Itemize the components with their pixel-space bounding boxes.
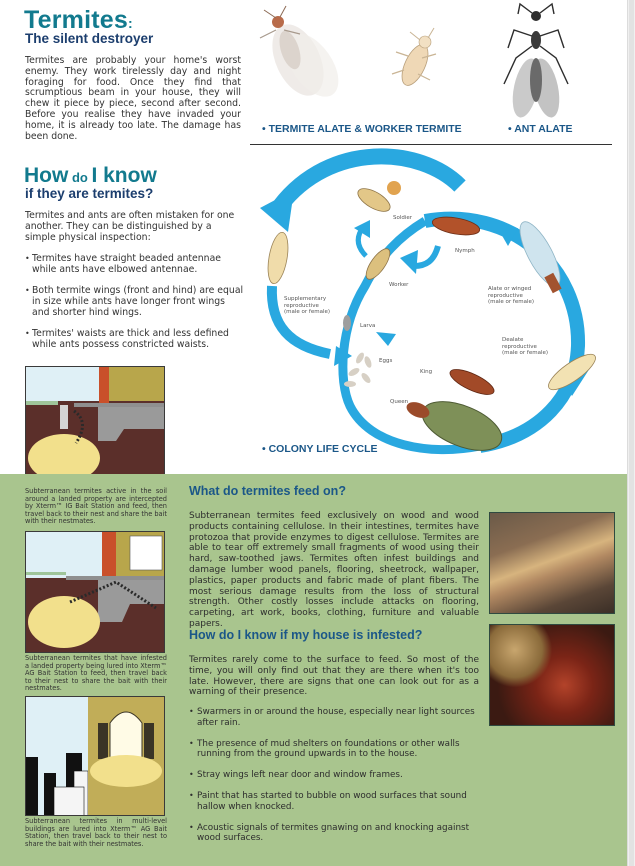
termite-infestation-photo	[489, 624, 615, 726]
identify-intro: Termites and ants are often mistaken for one another. They can be distinguished by a simple physical inspection:	[25, 210, 235, 243]
identify-subheading: if they are termites?	[25, 186, 154, 201]
infestation-signs-list	[189, 707, 489, 854]
king-termite-icon	[447, 365, 497, 400]
ant-alate-icon	[504, 4, 568, 120]
infestation-sign: • Swarmers in or around the house, especially near light sources after rain.	[189, 707, 489, 729]
termite-alate-caption: • TERMITE ALATE & WORKER TERMITE	[262, 123, 462, 135]
infested-paragraph: Termites rarely come to the surface to feed. So most of the time, you will only find out that they are there when it's too late. However, there are signs that one can look out for as a warning of their presence.	[189, 655, 479, 698]
bait-diagram-caption: Subterranean termites that have infested a landed property being lured into Xterm™ AG Bait Station to feed, then travel back to their nest to share the bait with their nestmates.	[25, 654, 167, 693]
scrollbar-thumb[interactable]	[629, 0, 634, 866]
label-eggs: Eggs	[379, 358, 393, 364]
label-soldier: Soldier	[393, 215, 413, 221]
page-subtitle: The silent destroyer	[25, 31, 154, 46]
identify-list	[25, 253, 245, 360]
feed-heading: What do termites feed on?	[189, 484, 346, 498]
colony-life-cycle-diagram	[250, 146, 620, 474]
infestation-sign: • Acoustic signals of termites gnawing on and knocking against wood surfaces.	[189, 823, 489, 845]
supplementary-reproductive-icon	[265, 231, 292, 285]
bait-diagram-ag-multilevel	[25, 696, 165, 816]
label-worker: Worker	[389, 282, 409, 288]
infestation-sign: • Stray wings left near door and window frames.	[189, 770, 489, 781]
label-alate: Alate or winged reproductive (male or female)	[488, 286, 535, 305]
identify-point: • Termites have straight beaded antennae while ants have elbowed antennae.	[25, 253, 245, 275]
ant-alate-caption: • ANT ALATE	[508, 123, 573, 135]
label-supplementary: Supplementary reproductive (male or female)	[284, 296, 331, 315]
label-nymph: Nymph	[455, 248, 475, 254]
alate-reproductive-icon	[513, 217, 568, 294]
identify-point: • Termites' waists are thick and less defined while ants possess constricted waists.	[25, 328, 245, 350]
soldier-termite-icon	[354, 181, 401, 216]
label-dealate: Dealate reproductive (male or female)	[502, 337, 549, 356]
identify-point: • Both termite wings (front and hind) are equal in size while ants have longer front wings and shorter hind wings.	[25, 285, 245, 318]
bait-diagram-caption: Subterranean termites active in the soil around a landed property are intercepted by Xterm™ IG Bait Station and feed, then travel back to their nest and share the bait with their nestmates.	[25, 487, 167, 526]
bait-diagram-ig-station	[25, 366, 165, 487]
bait-diagram-caption: Subterranean termites in multi-level buildings are lured into Xterm™ AG Bait Station, then travel back to their nest to share the bait with their nestmates.	[25, 817, 167, 848]
worker-termite-icon	[392, 28, 436, 89]
termite-colony-photo	[489, 512, 615, 614]
infested-heading: How do I know if my house is infested?	[189, 628, 423, 642]
infestation-sign: • The presence of mud shelters on foundations or other walls running from the ground upwards in to the house.	[189, 739, 489, 761]
larva-icon	[343, 315, 351, 331]
intro-paragraph: Termites are probably your home's worst enemy. They work tirelessly day and night foraging for food. Once they find that scrumptious beam in your house, they will chew it piece by piece, second after second. Before you realise they have invaded your home, it is already too late. The damage has been done.	[25, 55, 241, 142]
colony-life-cycle-caption: • COLONY LIFE CYCLE	[262, 443, 378, 455]
feed-paragraph: Subterranean termites feed exclusively on wood and wood products containing cellulose. In their intestines, termites have protozoa that provide enzymes to digest cellulose. Termites are able to tear off extremely small fragments of wood using their hard, saw-toothed jaws. Termites often infest buildings and damage lumber wood panels, flooring, sheetrock, wallpaper, plastics, paper products and fabric made of plant fibers. The most serious damage results from the loss of structural strength. Other costly losses include attacks on flooring, carpeting, art work, books, clothing, furniture and valuable papers.	[189, 511, 479, 629]
bait-diagram-ag-landed	[25, 531, 165, 653]
label-larva: Larva	[360, 323, 376, 329]
label-king: King	[420, 369, 433, 375]
vertical-scrollbar[interactable]	[627, 0, 635, 866]
identify-heading: How do I know	[24, 164, 157, 187]
label-queen: Queen	[390, 399, 409, 405]
termite-alate-icon	[260, 6, 349, 106]
worker-termite-lc-icon	[362, 245, 394, 283]
section-divider	[250, 144, 612, 145]
infestation-sign: • Paint that has started to bubble on wood surfaces that sound hallow when knocked.	[189, 791, 489, 813]
insect-illustrations	[250, 0, 620, 145]
page-title: Termites:	[24, 6, 133, 34]
